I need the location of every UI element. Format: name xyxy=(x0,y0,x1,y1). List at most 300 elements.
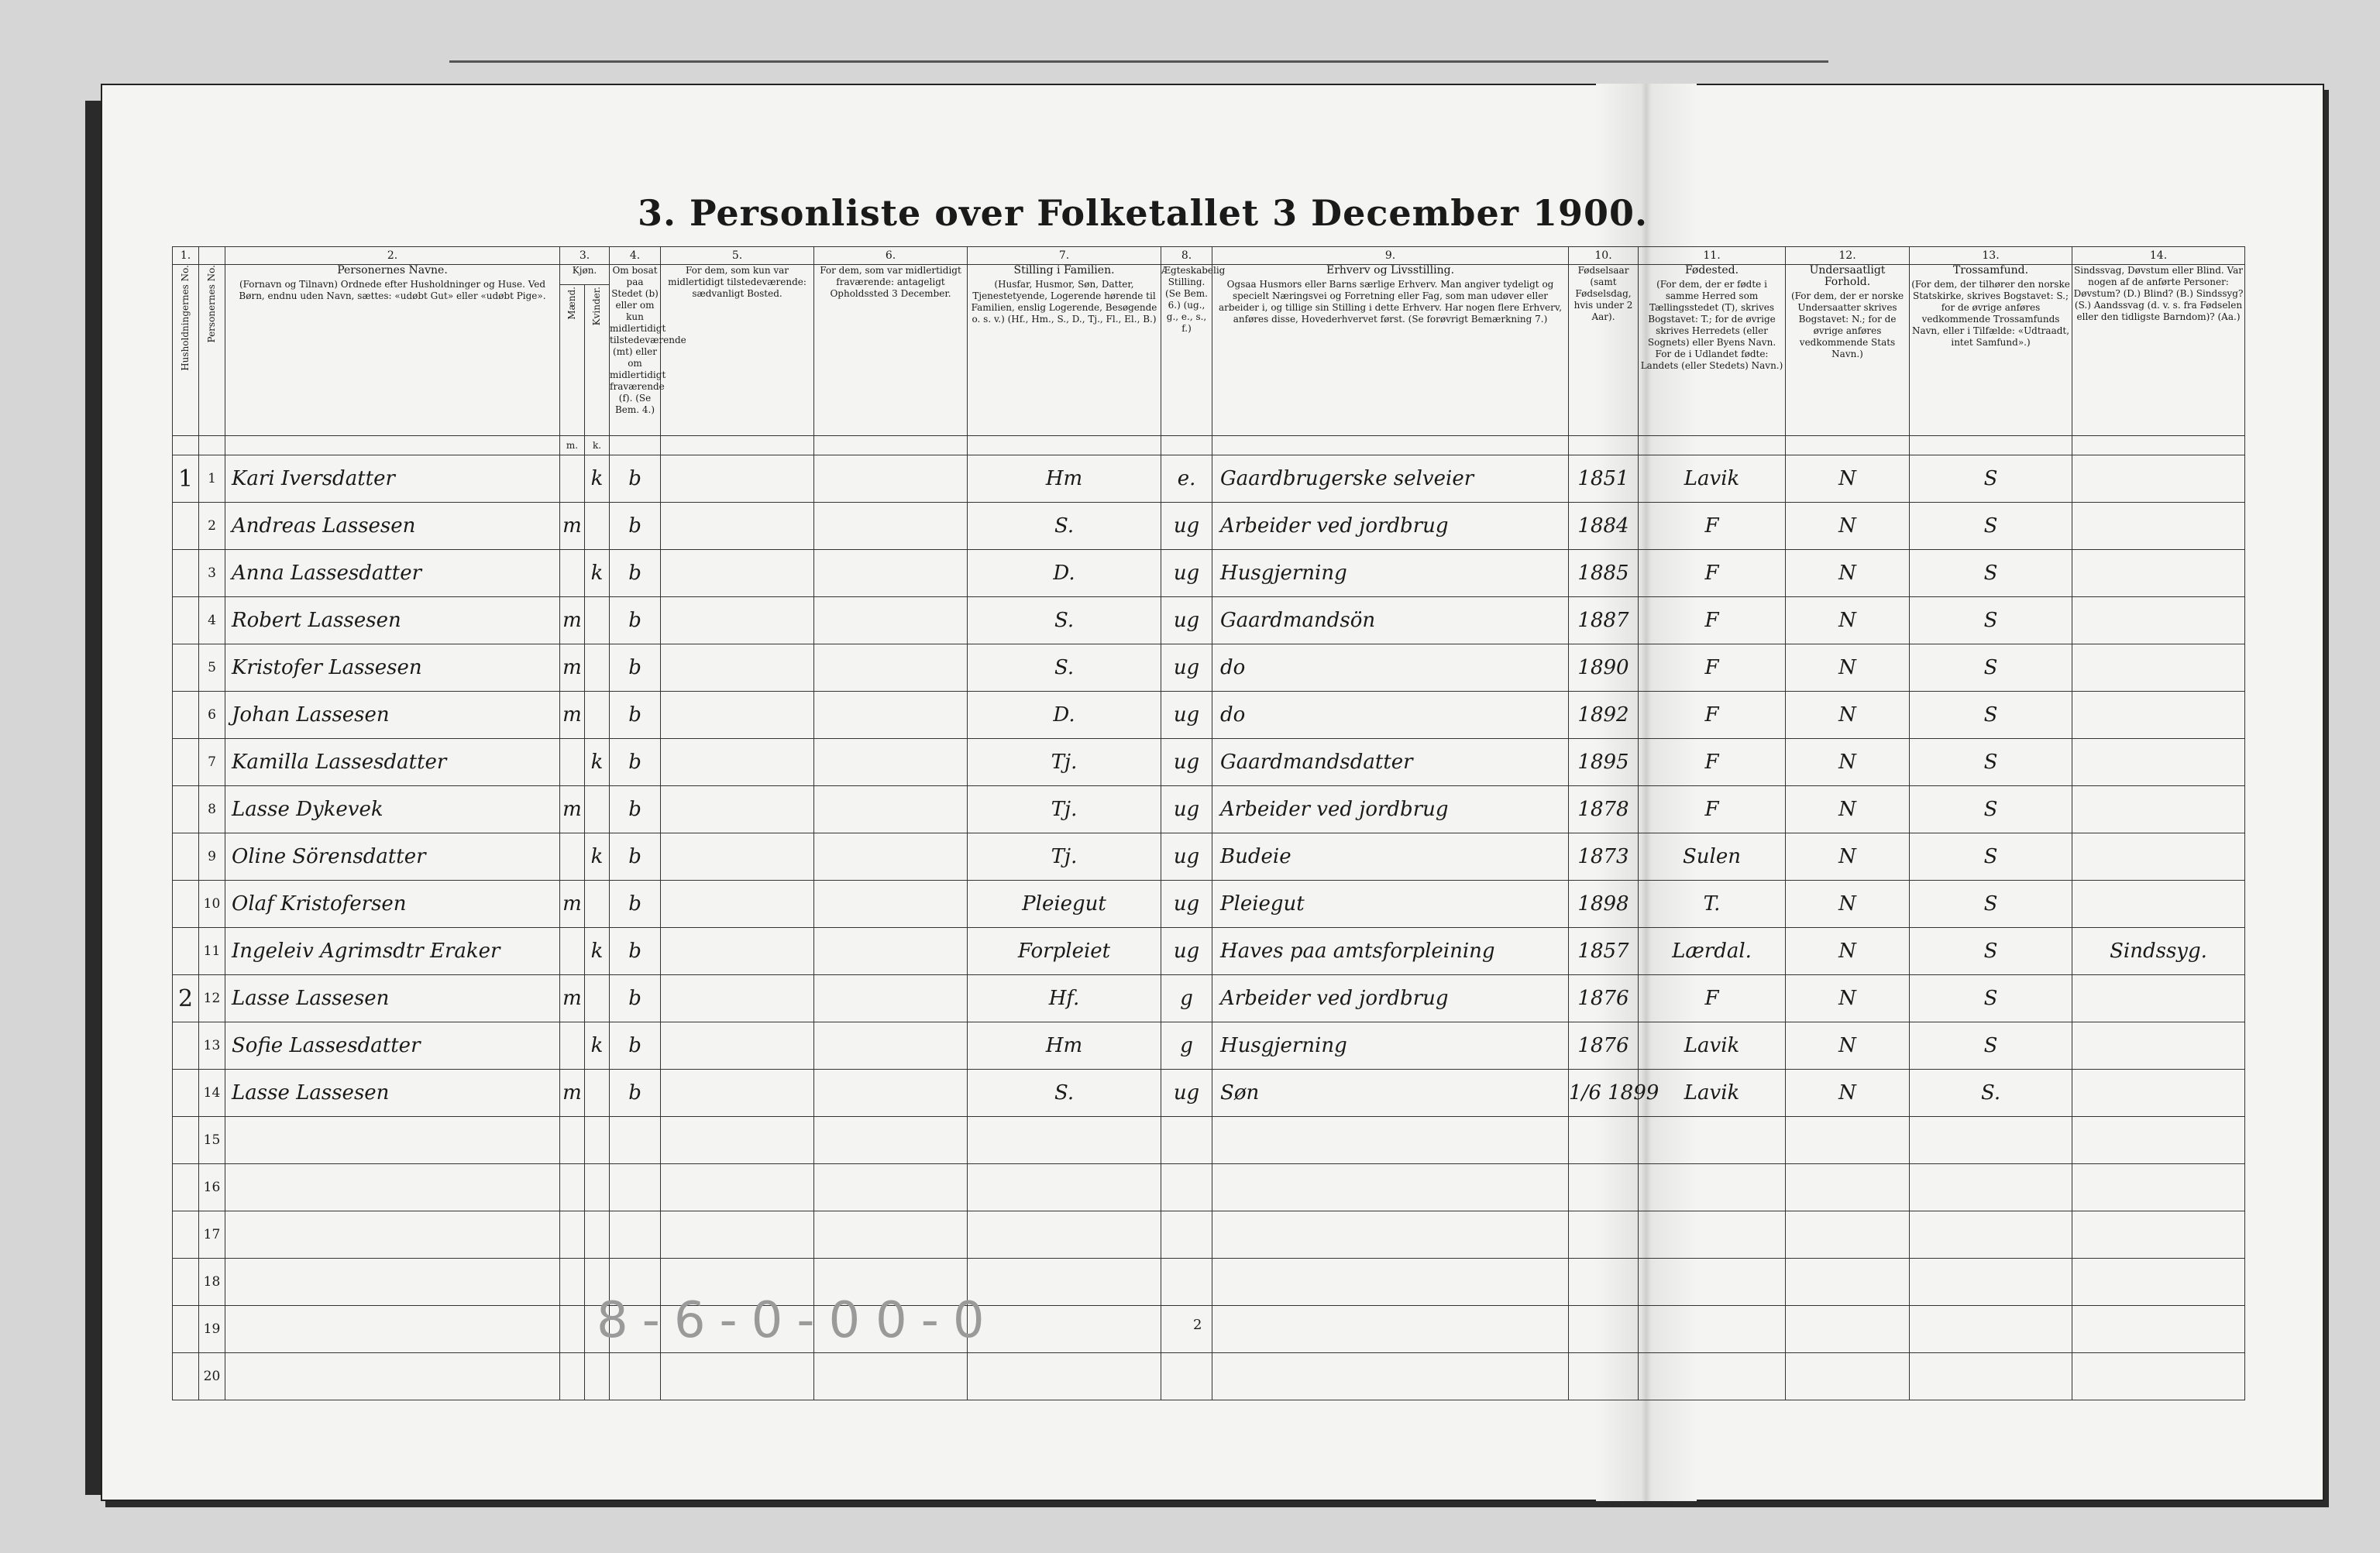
nationality xyxy=(1786,1353,1910,1400)
disability-note xyxy=(2072,1022,2245,1070)
person-name: Lasse Lassesen xyxy=(225,975,560,1022)
birth-year: 1/6 1899 xyxy=(1569,1070,1639,1117)
birthplace: F xyxy=(1639,644,1786,692)
family-position: Hm xyxy=(968,1022,1161,1070)
birthplace xyxy=(1639,1353,1786,1400)
census-page xyxy=(101,84,2324,1501)
temp-location xyxy=(814,928,968,975)
sex-male: m xyxy=(560,692,585,739)
person-name: Sofie Lassesdatter xyxy=(225,1022,560,1070)
disability-note xyxy=(2072,739,2245,786)
marital-status: ug xyxy=(1161,692,1212,739)
sex-female xyxy=(585,1164,610,1211)
sex-male: m xyxy=(560,503,585,550)
sex-female: k xyxy=(585,1022,610,1070)
residence-status: b xyxy=(610,786,661,833)
religion: S xyxy=(1910,786,2072,833)
page-title: 3. Personliste over Folketallet 3 December 1900. xyxy=(637,192,1649,234)
col-num-13: 13. xyxy=(1910,247,2072,265)
temp-location xyxy=(814,1117,968,1164)
person-name: Robert Lassesen xyxy=(225,597,560,644)
occupation xyxy=(1212,1164,1569,1211)
table-row xyxy=(173,1070,2245,1117)
household-no xyxy=(173,739,199,786)
birthplace: F xyxy=(1639,692,1786,739)
religion xyxy=(1910,1164,2072,1211)
disability-note xyxy=(2072,692,2245,739)
family-position: Hf. xyxy=(968,975,1161,1022)
usual-residence xyxy=(661,975,814,1022)
col-num-7: 7. xyxy=(968,247,1161,265)
marital-status: ug xyxy=(1161,786,1212,833)
col-num-4: 4. xyxy=(610,247,661,265)
family-position: S. xyxy=(968,1070,1161,1117)
birth-year xyxy=(1569,1306,1639,1353)
table-row xyxy=(173,786,2245,833)
temp-location xyxy=(814,1022,968,1070)
marital-status: ug xyxy=(1161,503,1212,550)
residence-status: b xyxy=(610,1070,661,1117)
religion xyxy=(1910,1259,2072,1306)
header-religion: Trossamfund. (For dem, der tilhører den norske Statskirke, skrives Bogstavet: S.; for de øvrige anføres vedkommende Trossamfunds Navn, eller i Tilfælde: «Udtraadt, intet Samfund».) xyxy=(1910,265,2072,436)
religion xyxy=(1910,1211,2072,1259)
table-row xyxy=(173,1353,2245,1400)
birthplace: Lærdal. xyxy=(1639,928,1786,975)
birthplace: F xyxy=(1639,975,1786,1022)
temp-location xyxy=(814,503,968,550)
col-num-1b xyxy=(199,247,225,265)
person-no: 20 xyxy=(199,1353,225,1400)
nationality: N xyxy=(1786,503,1910,550)
household-no xyxy=(173,1022,199,1070)
person-name xyxy=(225,1353,560,1400)
family-position: S. xyxy=(968,597,1161,644)
occupation: Gaardmandsdatter xyxy=(1212,739,1569,786)
nationality: N xyxy=(1786,644,1910,692)
sex-male xyxy=(560,928,585,975)
sex-female xyxy=(585,644,610,692)
sex-female xyxy=(585,1211,610,1259)
disability-note xyxy=(2072,975,2245,1022)
birthplace: F xyxy=(1639,550,1786,597)
occupation: Arbeider ved jordbrug xyxy=(1212,975,1569,1022)
household-no xyxy=(173,1117,199,1164)
nationality xyxy=(1786,1306,1910,1353)
header-birthplace: Fødested. (For dem, der er fødte i samme Herred som Tællingsstedet (T), skrives Bogstavet: T.; for de øvrige skrives Herredets (eller Sognets) eller Byens Navn. For de i Udlandet fødte: Landets (eller Stedets) Navn.) xyxy=(1639,265,1786,436)
scan-top-rule xyxy=(449,60,1828,63)
disability-note xyxy=(2072,597,2245,644)
col-num-8: 8. xyxy=(1161,247,1212,265)
temp-location xyxy=(814,833,968,881)
usual-residence xyxy=(661,881,814,928)
census-table xyxy=(172,246,2245,1400)
household-no xyxy=(173,597,199,644)
temp-location xyxy=(814,597,968,644)
header-residence: Om bosat paa Stedet (b) eller om kun midlertidigt tilstedeværende (mt) eller om midlertidigt fraværende (f). (Se Bem. 4.) xyxy=(610,265,661,436)
usual-residence xyxy=(661,692,814,739)
usual-residence xyxy=(661,597,814,644)
sex-female: k xyxy=(585,550,610,597)
residence-status: b xyxy=(610,881,661,928)
birth-year: 1851 xyxy=(1569,455,1639,503)
nationality: N xyxy=(1786,833,1910,881)
sex-label-row xyxy=(173,436,2245,455)
person-name: Lasse Lassesen xyxy=(225,1070,560,1117)
nationality: N xyxy=(1786,975,1910,1022)
sex-female xyxy=(585,597,610,644)
religion xyxy=(1910,1117,2072,1164)
disability-note xyxy=(2072,1306,2245,1353)
religion: S xyxy=(1910,928,2072,975)
family-position: Forpleiet xyxy=(968,928,1161,975)
family-position: Tj. xyxy=(968,833,1161,881)
residence-status: b xyxy=(610,550,661,597)
table-row xyxy=(173,1259,2245,1306)
occupation: Gaardmandsön xyxy=(1212,597,1569,644)
household-no: 2 xyxy=(173,975,199,1022)
disability-note xyxy=(2072,1353,2245,1400)
temp-location xyxy=(814,881,968,928)
col-num-2: 2. xyxy=(225,247,560,265)
nationality: N xyxy=(1786,928,1910,975)
nationality: N xyxy=(1786,786,1910,833)
disability-note xyxy=(2072,644,2245,692)
nationality: N xyxy=(1786,692,1910,739)
nationality: N xyxy=(1786,1070,1910,1117)
nationality xyxy=(1786,1259,1910,1306)
family-position: Tj. xyxy=(968,786,1161,833)
person-no: 2 xyxy=(199,503,225,550)
table-row xyxy=(173,455,2245,503)
person-name: Olaf Kristofersen xyxy=(225,881,560,928)
birth-year: 1884 xyxy=(1569,503,1639,550)
person-name: Johan Lassesen xyxy=(225,692,560,739)
person-no: 5 xyxy=(199,644,225,692)
person-no: 9 xyxy=(199,833,225,881)
household-no xyxy=(173,786,199,833)
sex-male: m xyxy=(560,597,585,644)
birth-year: 1873 xyxy=(1569,833,1639,881)
marital-status: ug xyxy=(1161,833,1212,881)
occupation: do xyxy=(1212,644,1569,692)
marital-status xyxy=(1161,1164,1212,1211)
birthplace: Sulen xyxy=(1639,833,1786,881)
birth-year: 1876 xyxy=(1569,1022,1639,1070)
disability-note xyxy=(2072,833,2245,881)
occupation: Haves paa amtsforpleining xyxy=(1212,928,1569,975)
sex-female xyxy=(585,692,610,739)
occupation: Gaardbrugerske selveier xyxy=(1212,455,1569,503)
col-num-1: 1. xyxy=(173,247,199,265)
household-no xyxy=(173,1070,199,1117)
family-position: S. xyxy=(968,644,1161,692)
religion: S xyxy=(1910,739,2072,786)
birthplace: Lavik xyxy=(1639,455,1786,503)
sex-female: k xyxy=(585,928,610,975)
person-no: 11 xyxy=(199,928,225,975)
household-no xyxy=(173,1259,199,1306)
usual-residence xyxy=(661,550,814,597)
header-usual-residence: For dem, som kun var midlertidigt tilstedeværende: sædvanligt Bosted. xyxy=(661,265,814,436)
table-row xyxy=(173,1022,2245,1070)
religion: S xyxy=(1910,1022,2072,1070)
residence-status xyxy=(610,1164,661,1211)
person-name: Kari Iversdatter xyxy=(225,455,560,503)
disability-note xyxy=(2072,1259,2245,1306)
person-no: 6 xyxy=(199,692,225,739)
temp-location xyxy=(814,975,968,1022)
residence-status: b xyxy=(610,644,661,692)
person-name xyxy=(225,1164,560,1211)
person-no: 3 xyxy=(199,550,225,597)
occupation: Husgjerning xyxy=(1212,550,1569,597)
household-no xyxy=(173,503,199,550)
temp-location xyxy=(814,455,968,503)
household-no xyxy=(173,1353,199,1400)
household-no xyxy=(173,928,199,975)
table-row xyxy=(173,597,2245,644)
page-number: 2 xyxy=(1193,1317,1202,1333)
disability-note: Sindssyg. xyxy=(2072,928,2245,975)
marital-status xyxy=(1161,1259,1212,1306)
birth-year: 1890 xyxy=(1569,644,1639,692)
table-row xyxy=(173,692,2245,739)
person-no: 17 xyxy=(199,1211,225,1259)
usual-residence xyxy=(661,786,814,833)
person-name xyxy=(225,1259,560,1306)
sex-male xyxy=(560,1306,585,1353)
sex-male xyxy=(560,1117,585,1164)
family-position: S. xyxy=(968,503,1161,550)
nationality: N xyxy=(1786,1022,1910,1070)
sex-male: m xyxy=(560,975,585,1022)
occupation: Arbeider ved jordbrug xyxy=(1212,786,1569,833)
birth-year xyxy=(1569,1164,1639,1211)
family-position: Tj. xyxy=(968,739,1161,786)
residence-status xyxy=(610,1117,661,1164)
table-row xyxy=(173,644,2245,692)
occupation: Arbeider ved jordbrug xyxy=(1212,503,1569,550)
column-number-row xyxy=(173,247,2245,265)
sex-female xyxy=(585,1353,610,1400)
sex-male xyxy=(560,833,585,881)
person-no: 8 xyxy=(199,786,225,833)
disability-note xyxy=(2072,503,2245,550)
occupation xyxy=(1212,1117,1569,1164)
residence-status: b xyxy=(610,975,661,1022)
family-position xyxy=(968,1117,1161,1164)
person-name: Kristofer Lassesen xyxy=(225,644,560,692)
marital-status xyxy=(1161,1306,1212,1353)
table-row xyxy=(173,1306,2245,1353)
religion xyxy=(1910,1306,2072,1353)
nationality: N xyxy=(1786,550,1910,597)
header-birth-year: Fødselsaar (samt Fødselsdag, hvis under 2 Aar). xyxy=(1569,265,1639,436)
marital-status: ug xyxy=(1161,597,1212,644)
sex-male: m xyxy=(560,644,585,692)
temp-location xyxy=(814,550,968,597)
sex-female xyxy=(585,786,610,833)
religion: S xyxy=(1910,881,2072,928)
person-no: 12 xyxy=(199,975,225,1022)
person-name: Lasse Dykevek xyxy=(225,786,560,833)
household-no xyxy=(173,833,199,881)
residence-status: b xyxy=(610,503,661,550)
marital-status: g xyxy=(1161,1022,1212,1070)
header-men: Mænd. xyxy=(560,285,585,436)
residence-status xyxy=(610,1353,661,1400)
person-no: 19 xyxy=(199,1306,225,1353)
birthplace: T. xyxy=(1639,881,1786,928)
person-name xyxy=(225,1306,560,1353)
marital-status: ug xyxy=(1161,1070,1212,1117)
header-names: Personernes Navne. (Fornavn og Tilnavn) Ordnede efter Husholdninger og Huse. Ved Børn, endnu uden Navn, sættes: «udøbt Gut» eller «udøbt Pige». xyxy=(225,265,560,436)
religion: S. xyxy=(1910,1070,2072,1117)
religion: S xyxy=(1910,975,2072,1022)
col-num-10: 10. xyxy=(1569,247,1639,265)
sex-female xyxy=(585,975,610,1022)
residence-status: b xyxy=(610,597,661,644)
birthplace: F xyxy=(1639,597,1786,644)
occupation xyxy=(1212,1306,1569,1353)
table-row xyxy=(173,1211,2245,1259)
sex-female: k xyxy=(585,739,610,786)
pencil-note: 8-6-0-0 xyxy=(597,1292,875,1349)
usual-residence xyxy=(661,1117,814,1164)
table-row xyxy=(173,975,2245,1022)
occupation xyxy=(1212,1259,1569,1306)
disability-note xyxy=(2072,455,2245,503)
table-row xyxy=(173,1164,2245,1211)
birthplace: F xyxy=(1639,739,1786,786)
usual-residence xyxy=(661,455,814,503)
col-num-6: 6. xyxy=(814,247,968,265)
birth-year: 1876 xyxy=(1569,975,1639,1022)
sex-male xyxy=(560,1164,585,1211)
marital-status: ug xyxy=(1161,928,1212,975)
usual-residence xyxy=(661,739,814,786)
header-occupation: Erhverv og Livsstilling. Ogsaa Husmors eller Barns særlige Erhverv. Man angiver tydeligt og specielt Næringsvei og Forretning eller Fag, som man udøver eller arbeider i, og tillige sin Stilling i dette Erhverv. Har nogen flere Erhverv, anføres disse, Hovederhvervet først. (Se forøvrigt Bemærkning 7.) xyxy=(1212,265,1569,436)
household-no xyxy=(173,1306,199,1353)
sex-male xyxy=(560,1353,585,1400)
usual-residence xyxy=(661,1164,814,1211)
label-k: k. xyxy=(585,436,610,455)
sex-male: m xyxy=(560,881,585,928)
table-row xyxy=(173,928,2245,975)
birthplace xyxy=(1639,1164,1786,1211)
sex-male xyxy=(560,1211,585,1259)
family-position: D. xyxy=(968,550,1161,597)
household-no: 1 xyxy=(173,455,199,503)
person-name: Kamilla Lassesdatter xyxy=(225,739,560,786)
nationality xyxy=(1786,1164,1910,1211)
disability-note xyxy=(2072,881,2245,928)
nationality: N xyxy=(1786,881,1910,928)
usual-residence xyxy=(661,1353,814,1400)
usual-residence xyxy=(661,928,814,975)
occupation xyxy=(1212,1353,1569,1400)
col-num-12: 12. xyxy=(1786,247,1910,265)
household-no xyxy=(173,1164,199,1211)
disability-note xyxy=(2072,550,2245,597)
header-marital-status: Ægteskabelig Stilling. (Se Bem. 6.) (ug., g., e., s., f.) xyxy=(1161,265,1212,436)
person-name: Andreas Lassesen xyxy=(225,503,560,550)
birthplace: F xyxy=(1639,503,1786,550)
person-no: 1 xyxy=(199,455,225,503)
header-nationality: Undersaatligt Forhold. (For dem, der er norske Undersaatter skrives Bogstavet: N.; for de øvrige anføres vedkommende Stats Navn.) xyxy=(1786,265,1910,436)
header-person-no: Personernes No. xyxy=(199,265,225,436)
marital-status xyxy=(1161,1353,1212,1400)
residence-status: b xyxy=(610,455,661,503)
marital-status: ug xyxy=(1161,739,1212,786)
birth-year xyxy=(1569,1353,1639,1400)
residence-status: b xyxy=(610,692,661,739)
person-no: 10 xyxy=(199,881,225,928)
person-no: 15 xyxy=(199,1117,225,1164)
birth-year: 1898 xyxy=(1569,881,1639,928)
sex-male xyxy=(560,455,585,503)
marital-status xyxy=(1161,1117,1212,1164)
sex-female xyxy=(585,503,610,550)
occupation: Budeie xyxy=(1212,833,1569,881)
person-no: 14 xyxy=(199,1070,225,1117)
col-num-3: 3. xyxy=(560,247,610,265)
census-rows xyxy=(173,455,2245,1400)
birth-year: 1885 xyxy=(1569,550,1639,597)
temp-location xyxy=(814,1070,968,1117)
header-disability: Sindssvag, Døvstum eller Blind. Var nogen af de anførte Personer: Døvstum? (D.) Blind? (B.) Sindssyg? (S.) Aandssvag (d. v. s. fra Fødselen eller den tidligste Barndom)? (Aa.) xyxy=(2072,265,2245,436)
religion: S xyxy=(1910,503,2072,550)
label-m: m. xyxy=(560,436,585,455)
residence-status xyxy=(610,1211,661,1259)
person-no: 4 xyxy=(199,597,225,644)
person-name xyxy=(225,1211,560,1259)
person-name: Ingeleiv Agrimsdtr Eraker xyxy=(225,928,560,975)
usual-residence xyxy=(661,503,814,550)
marital-status: ug xyxy=(1161,644,1212,692)
sex-male xyxy=(560,550,585,597)
col-num-9: 9. xyxy=(1212,247,1569,265)
disability-note xyxy=(2072,1164,2245,1211)
header-women: Kvinder. xyxy=(585,285,610,436)
header-family-position: Stilling i Familien. (Husfar, Husmor, Søn, Datter, Tjenestetyende, Logerende hørende til Familien, enslig Logerende, Besøgende o. s. v.) (Hf., Hm., S., D., Tj., Fl., El., B.) xyxy=(968,265,1161,436)
sex-female: k xyxy=(585,455,610,503)
household-no xyxy=(173,550,199,597)
table-row xyxy=(173,550,2245,597)
disability-note xyxy=(2072,1117,2245,1164)
birth-year xyxy=(1569,1211,1639,1259)
table-row xyxy=(173,881,2245,928)
temp-location xyxy=(814,644,968,692)
household-no xyxy=(173,644,199,692)
marital-status: ug xyxy=(1161,881,1212,928)
nationality: N xyxy=(1786,597,1910,644)
religion: S xyxy=(1910,692,2072,739)
person-name: Anna Lassesdatter xyxy=(225,550,560,597)
marital-status: g xyxy=(1161,975,1212,1022)
family-position: Pleiegut xyxy=(968,881,1161,928)
religion: S xyxy=(1910,833,2072,881)
table-row xyxy=(173,503,2245,550)
birthplace xyxy=(1639,1211,1786,1259)
table-row xyxy=(173,739,2245,786)
religion: S xyxy=(1910,550,2072,597)
marital-status: ug xyxy=(1161,550,1212,597)
birth-year: 1857 xyxy=(1569,928,1639,975)
residence-status: b xyxy=(610,739,661,786)
disability-note xyxy=(2072,786,2245,833)
temp-location xyxy=(814,1211,968,1259)
